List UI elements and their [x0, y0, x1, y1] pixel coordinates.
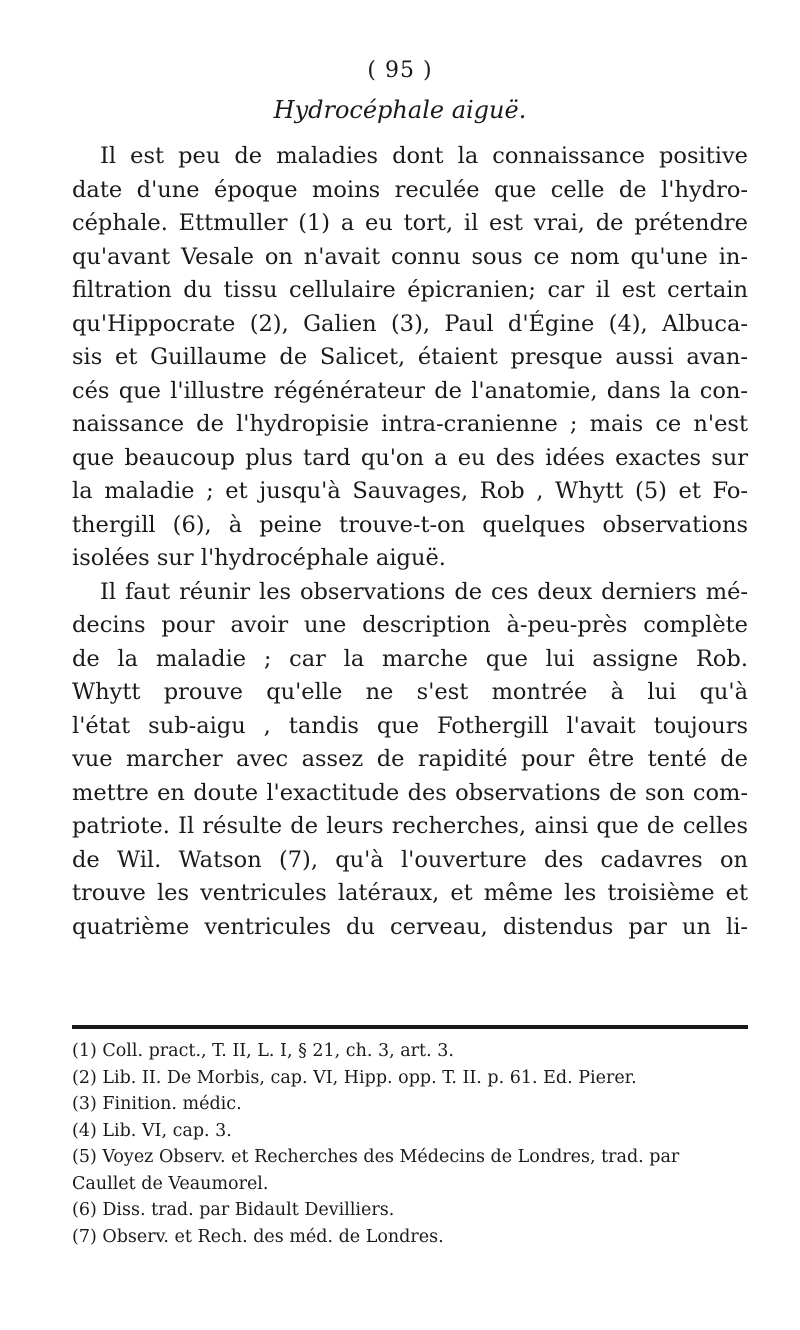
- footnote-text: Lib. VI, cap. 3.: [102, 1120, 232, 1141]
- body-line: Whytt prouve qu'elle ne s'est montrée à lui qu'à: [72, 679, 748, 705]
- body-line: céphale. Ettmuller (1) a eu tort, il est vrai, de prétendre: [72, 210, 748, 236]
- footnote: [72, 1038, 748, 1065]
- footnote-number: (5): [72, 1147, 103, 1167]
- body-line: naissance de l'hydropisie intra-cranienne ; mais ce n'est: [72, 411, 748, 437]
- body-line: l'état sub-aigu , tandis que Fothergill l'avait toujours: [72, 712, 748, 739]
- footnote-number: (4): [72, 1120, 103, 1141]
- body-line: Il faut réunir les observations de ces deux derniers mé-: [100, 578, 748, 605]
- footnote-text: Coll. pract., T. II, L. I, § 21, ch. 3, art. 3.: [102, 1041, 454, 1061]
- footnote: [72, 1118, 748, 1145]
- body-line: patriote. Il résulte de leurs recherches, ainsi que de celles: [72, 813, 748, 839]
- footnote: [72, 1065, 748, 1092]
- footnote: [72, 1091, 748, 1118]
- body-text: [72, 140, 748, 944]
- body-line: de la maladie ; car la marche que lui assigne Rob.: [72, 645, 748, 672]
- section-title: Hydrocéphale aiguë.: [273, 96, 527, 124]
- body-line: qu'avant Vesale on n'avait connu sous ce nom qu'une in-: [72, 243, 748, 270]
- body-line: filtration du tissu cellulaire épicranien; car il est certain: [72, 277, 748, 303]
- footnote: [72, 1224, 748, 1251]
- body-line: qu'Hippocrate (2), Galien (3), Paul d'Égine (4), Albuca-: [72, 310, 748, 337]
- footnote: [72, 1144, 748, 1171]
- footnote-text: Voyez Observ. et Recherches des Médecins de Londres, trad. par: [102, 1147, 680, 1167]
- body-line: mettre en doute l'exactitude des observations de son com-: [72, 779, 748, 806]
- footnote-number: (3): [72, 1094, 103, 1114]
- footnote-text: Caullet de Veaumorel.: [72, 1173, 269, 1194]
- footnote-number: (2): [72, 1067, 103, 1088]
- body-line: que beaucoup plus tard qu'on a eu des idées exactes sur: [72, 444, 748, 471]
- footnote-text: Finition. médic.: [102, 1094, 242, 1114]
- footnote-separator-rule: [72, 1025, 748, 1029]
- body-line: vue marcher avec assez de rapidité pour être tenté de: [72, 746, 748, 772]
- body-line: Il est peu de maladies dont la connaissance positive: [100, 143, 748, 169]
- footnote-number: (1): [72, 1041, 103, 1061]
- body-line: cés que l'illustre régénérateur de l'anatomie, dans la con-: [72, 377, 748, 404]
- body-line: isolées sur l'hydrocéphale aiguë.: [72, 545, 446, 571]
- footnote-text: Diss. trad. par Bidault Devilliers.: [102, 1200, 395, 1220]
- body-line: la maladie ; et jusqu'à Sauvages, Rob , Whytt (5) et Fo-: [72, 478, 748, 504]
- footnote-number: (7): [72, 1226, 103, 1247]
- footnote-text: Observ. et Rech. des méd. de Londres.: [102, 1226, 444, 1247]
- body-line: decins pour avoir une description à-peu-près complète: [72, 612, 748, 638]
- body-line: sis et Guillaume de Salicet, étaient presque aussi avan-: [72, 344, 748, 370]
- footnote: [72, 1171, 748, 1198]
- body-line: thergill (6), à peine trouve-t-on quelques observations: [72, 511, 748, 538]
- page-number: ( 95 ): [367, 58, 433, 83]
- footnotes: [72, 1038, 748, 1250]
- body-line: quatrième ventricules du cerveau, distendus par un li-: [72, 913, 748, 940]
- body-line: trouve les ventricules latéraux, et même les troisième et: [72, 880, 748, 906]
- footnote: [72, 1197, 748, 1224]
- body-line: date d'une époque moins reculée que celle de l'hydro-: [72, 176, 748, 203]
- footnote-text: Lib. II. De Morbis, cap. VI, Hipp. opp. T. II. p. 61. Ed. Pierer.: [102, 1067, 637, 1088]
- body-line: de Wil. Watson (7), qu'à l'ouverture des cadavres on: [72, 846, 748, 873]
- footnote-number: (6): [72, 1200, 103, 1220]
